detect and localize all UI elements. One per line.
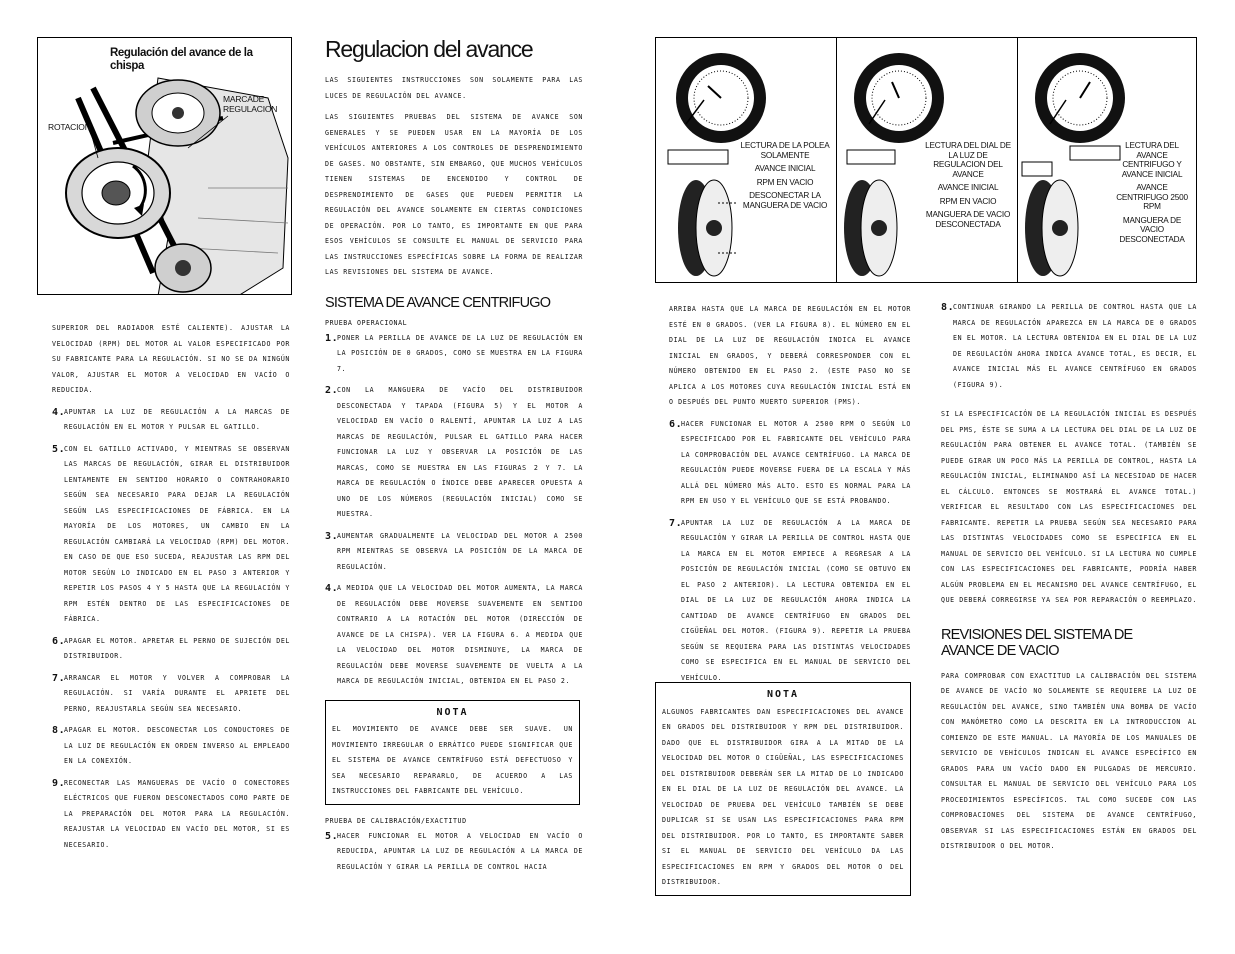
step-7 bbox=[669, 516, 911, 687]
column-2 bbox=[325, 36, 583, 881]
panel-1-caption bbox=[740, 141, 830, 214]
step-number: 3. bbox=[325, 530, 339, 542]
step-text: AUMENTAR GRADUALMENTE LA VELOCIDAD DEL MOTOR A 2500 RPM MIENTRAS SE OBSERVA LA POSICIÓN DE LA MARCA DE REGULACIÓN. bbox=[337, 531, 583, 571]
engine-pulley-illustration bbox=[38, 38, 292, 295]
panel-2-caption bbox=[923, 141, 1013, 233]
panel-3-caption bbox=[1111, 141, 1193, 248]
caption-line: RPM EN VACIO bbox=[756, 177, 814, 187]
caption-line: AVANCE CENTRIFUGO 2500 RPM bbox=[1116, 183, 1188, 211]
step-text: CONTINUAR GIRANDO LA PERILLA DE CONTROL HASTA QUE LA MARCA DE REGULACIÓN APAREZCA EN LA MARCA DE 0 GRADOS EN EL MOTOR. LA LECTURA OBTENIDA EN EL DIAL DE LA LUZ DE REGULACIÓN AHORA INDICA AVANCE TOTAL, ES DECIR, EL AVANCE INICIAL MÁS EL AVANCE CENTRÍFUGO EN GRADOS (FIGURA 9). bbox=[953, 303, 1197, 389]
column-1 bbox=[52, 321, 290, 859]
step-6 bbox=[52, 634, 290, 665]
caption-line: MANGUERA DE VACIO DESCONECTADA bbox=[925, 210, 1011, 229]
step-text: APAGAR EL MOTOR. DESCONECTAR LOS CONDUCTORES DE LA LUZ DE REGULACIÓN EN ORDEN INVERSO AL EMPLEADO EN LA CONEXIÓN. bbox=[64, 726, 290, 765]
nota-text: EL MOVIMIENTO DE AVANCE DEBE SER SUAVE. UN MOVIMIENTO IRREGULAR O ERRÁTICO PUEDE SIGNIFICAR QUE EL SISTEMA DE AVANCE CENTRÍFUGO ESTÁ DEFECTUOSO Y SEA NECESARIO REPARARLO, DE ACUERDO A LAS INSTRUCCIONES DEL FABRICANTE DEL VEHÍCULO. bbox=[332, 725, 573, 795]
step-text: HACER FUNCIONAR EL MOTOR A 2500 RPM O SEGÚN LO ESPECIFICADO POR EL FABRICANTE DEL VEHÍCULO PARA LA COMPROBACIÓN DEL AVANCE CENTRÍFUGO. LA MARCA DE REGULACIÓN PUEDE MOVERSE FUERA DE LA ESCALA Y MÁS ALLÁ DEL NÚMERO MÁS ALTO. ESTO ES NORMAL PARA LA RPM EN USO Y EL VEHÍCULO QUE SE ESTÁ PROBANDO. bbox=[681, 419, 911, 505]
subheading-prueba-operacional: PRUEBA OPERACIONAL bbox=[325, 318, 408, 327]
column-4 bbox=[941, 300, 1197, 861]
step-text: CON EL GATILLO ACTIVADO, Y MIENTRAS SE OBSERVAN LAS MARCAS DE REGULACIÓN, GIRAR EL DISTRIBUIDOR LENTAMENTE EN SENTIDO HORARIO O CONTRAHORARIO SEGÚN SEA NECESARIO PARA DEJAR LA REGULACIÓN SEGÚN LAS ESPECIFICACIONES DE FÁBRICA. EN LA MAYORÍA DE LOS MOTORES, UN CAMBIO EN LA REGULACIÓN CAMBIARÁ LA VELOCIDAD (RPM) DEL MOTOR. EN CASO DE QUE ESO SUCEDA, REAJUSTAR LAS RPM DEL MOTOR SEGÚN LO INDICADO EN EL PASO 3 ANTERIOR Y REPETIR LOS PASOS 4 Y 5 HASTA QUE LA REGULACIÓN Y RPM ESTÉN DENTRO DE LAS ESPECIFICACIONES DE FÁBRICA. bbox=[64, 444, 290, 623]
column-3 bbox=[669, 302, 911, 692]
step-4 bbox=[52, 405, 290, 436]
subheading-prueba-calibracion: PRUEBA DE CALIBRACIÓN/EXACTITUD bbox=[325, 816, 467, 825]
caption-line: LECTURA DEL DIAL DE LA LUZ DE REGULACION DEL AVANCE bbox=[925, 141, 1011, 179]
caption-line: LECTURA DEL AVANCE CENTRIFUGO Y AVANCE INICIAL bbox=[1121, 141, 1183, 179]
intro-paragraph-2: LAS SIGUIENTES PRUEBAS DEL SISTEMA DE AVANCE SON GENERALES Y SE PUEDEN USAR EN LA MAYORÍA DE LOS VEHÍCULOS ANTERIORES A LOS CONTROLES DE DESPRENDIMIENTO DE GASES. NO OBSTANTE, SIN EMBARGO, QUE MUCHOS VEHÍCULOS TIENEN SISTEMAS DE ENCENDIDO Y CONTROL DE DESPRENDIMIENTO DE GASES QUE PUEDEN PERMITIR LA REGULACIÓN DEL AVANCE SOLAMENTE EN CIERTAS CONDICIONES DE OPERACIÓN. POR LO TANTO, ES IMPORTANTE EN QUE PARA ESOS VEHÍCULOS SE CONSULTE EL MANUAL DE SERVICIO PARA LAS INSTRUCCIONES ESPECÍFICAS SOBRE LA FORMA DE REALIZAR LAS REVISIONES DEL SISTEMA DE AVANCE. bbox=[325, 113, 583, 276]
paragraph-vacuum: PARA COMPROBAR CON EXACTITUD LA CALIBRACIÓN DEL SISTEMA DE AVANCE DE VACÍO NO SOLAMENTE SE REQUIERE LA LUZ DE REGULACIÓN DEL AVANCE, SINO TAMBIÉN UNA BOMBA DE VACÍO CON MANÓMETRO COMO LA DESCRITA EN LA INTRODUCCION AL COMIENZO DE ESTE MANUAL. LA MAYORÍA DE LOS MANUALES DE SERVICIO DE VEHÍCULOS INDICAN EL AVANCE ESPECÍFICO EN GRADOS PARA UN VACÍO DADO EN PULGADAS DE MERCURIO. CONSULTAR EL MANUAL DE SERVICIO DEL VEHÍCULO PARA LOS PROCEDIMIENTOS ESPECÍFICOS. TAL COMO SUCEDE CON LAS COMPROBACIONES DEL SISTEMA DE AVANCE CENTRÍFUGO, OBSERVAR SI LAS ESPECIFICACIONES ESTÁN EN GRADOS DEL DISTRIBUIDOR O DEL MOTOR. bbox=[941, 671, 1197, 850]
step-number: 6. bbox=[52, 635, 66, 647]
page-title: Regulacion del avance bbox=[325, 36, 533, 62]
step-text: CON LA MANGUERA DE VACÍO DEL DISTRIBUIDOR DESCONECTADA Y TAPADA (FIGURA 5) Y EL MOTOR A VELOCIDAD EN VACÍO O RALENTÍ, APUNTAR LA LUZ A LAS MARCAS DE REGULACIÓN, PULSAR EL GATILLO PARA HACER FUNCIONAR LA LUZ Y OBSERVAR LA POSICIÓN DE LAS MARCAS, COMO SE MUESTRA EN LAS FIGURAS 2 Y 7. LA MARCA DE REGULACIÓN O ÍNDICE DEBE APARECER OPUESTA A UNO DE LOS NÚMEROS (REGULACIÓN INICIAL) COMO SE MUESTRA. bbox=[337, 386, 583, 518]
nota-box bbox=[655, 682, 911, 896]
step-text: ARRANCAR EL MOTOR Y VOLVER A COMPROBAR LA REGULACIÓN. SI VARÍA DURANTE EL APRIETE DEL PERNO, REAJUSTARLA SEGÚN SEA NECESARIO. bbox=[64, 673, 290, 713]
step-5 bbox=[325, 829, 583, 876]
step-number: 9. bbox=[52, 777, 66, 789]
step-6 bbox=[669, 417, 911, 510]
step-number: 7. bbox=[52, 672, 66, 684]
step-number: 4. bbox=[325, 583, 339, 594]
continued-paragraph: SUPERIOR DEL RADIADOR ESTÉ CALIENTE). AJUSTAR LA VELOCIDAD (RPM) DEL MOTOR AL VALOR ESPECIFICADO POR SU FABRICANTE PARA LA REGULACIÓN. SI NO SE DA NINGÚN VALOR, AJUSTAR EL MOTOR A VELOCIDAD EN VACÍO O REDUCIDA. bbox=[52, 324, 290, 394]
step-5 bbox=[52, 442, 290, 628]
step-9 bbox=[52, 776, 290, 854]
paragraph-total-advance: SI LA ESPECIFICACIÓN DE LA REGULACIÓN INICIAL ES DESPUÉS DEL PMS, ÉSTE SE SUMA A LA LECTURA DEL DIAL DE LA LUZ DE REGULACIÓN PARA OBTENER EL AVANCE TOTAL. (TAMBIÉN SE PUEDE GIRAR UN POCO MÁS LA PERILLA DE CONTROL, HASTA LA REGULACIÓN INICIAL, ELIMINANDO ASÍ LA NECESIDAD DE HACER EL CÁLCULO. ENTONCES SE MOSTRARÁ EL AVANCE TOTAL.) VERIFICAR EL RESULTADO CON LAS ESPECIFICACIONES DEL FABRICANTE. REPETIR LA PRUEBA SEGÚN SEA NECESARIO PARA LAS DISTINTAS VELOCIDADES COMO SE ESPECIFICA EN EL MANUAL DE SERVICIO DEL VEHÍCULO. SI LA LECTURA NO CUMPLE CON LAS ESPECIFICACIONES DEL FABRICANTE, PODRÍA HABER ALGÚN PROBLEMA EN EL MECANISMO DEL AVANCE CENTRÍFUGO, EL QUE DEBERÁ CORREGIRSE YA SEA POR REPARACIÓN O REEMPLAZO. bbox=[941, 410, 1197, 604]
caption-line: AVANCE INICIAL bbox=[937, 183, 999, 192]
caption-line: DESCONECTAR LA MANGUERA DE VACIO bbox=[742, 191, 828, 210]
spark-advance-figure bbox=[37, 37, 292, 295]
nota-text: ALGUNOS FABRICANTES DAN ESPECIFICACIONES DEL AVANCE EN GRADOS DEL DISTRIBUIDOR Y RPM DEL DISTRIBUIDOR. DADO QUE EL DISTRIBUIDOR GIRA A LA MITAD DE LA VELOCIDAD DEL MOTOR O CIGÜEÑAL, LAS ESPECIFICACIONES DEL DISTRIBUIDOR DEBERÁN SER LA MITAD DE LO INDICADO EN EL DIAL DE LA LUZ DE REGULACIÓN DEL AVANCE. LA VELOCIDAD DE PRUEBA DEL VEHÍCULO TAMBIÉN SE DEBE DUPLICAR SI SE USAN LAS ESPECIFICACIONES PARA RPM DEL DISTRIBUIDOR. POR LO TANTO, ES IMPORTANTE SABER SI EL MANUAL DE SERVICIO DEL VEHÍCULO DA LAS ESPECIFICACIONES EN RPM Y GRADOS DEL MOTOR O DEL DISTRIBUIDOR. bbox=[662, 707, 904, 886]
step-text: APUNTAR LA LUZ DE REGULACIÓN A LA MARCAS DE REGULACIÓN EN EL MOTOR Y PULSAR EL GATILLO. bbox=[64, 407, 290, 431]
step-8 bbox=[941, 300, 1197, 393]
timing-light-figure bbox=[655, 37, 1197, 283]
figure-title: Regulación del avance de la chispa bbox=[110, 47, 253, 72]
nota-title: NOTA bbox=[436, 706, 469, 718]
continued-paragraph: ARRIBA HASTA QUE LA MARCA DE REGULACIÓN EN EL MOTOR ESTÉ EN 0 GRADOS. (VER LA FIGURA 8). EL NÚMERO EN EL DIAL DE LA LUZ DE REGULACIÓN INDICA EL AVANCE INICIAL EN GRADOS, Y DEBERÁ CORRESPONDER CON EL NÚMERO OBTENIDO EN EL PASO 2. (ESTE PASO NO SE APLICA A LOS MOTORES CUYA REGULACIÓN INICIAL ESTÁ EN O DESPUÉS DEL PUNTO MUERTO SUPERIOR (PMS). bbox=[669, 305, 911, 406]
step-text: APUNTAR LA LUZ DE REGULACIÓN A LA MARCA DE REGULACIÓN Y GIRAR LA PERILLA DE CONTROL HASTA QUE LA MARCA EN EL MOTOR EMPIECE A REGRESAR A LA POSICIÓN DE REGULACIÓN INICIAL (COMO SE OBTUVO EN EL PASO 2 ANTERIOR). LA LECTURA OBTENIDA EN EL DIAL DE LA LUZ DE REGULACIÓN AHORA INDICA LA CANTIDAD DE AVANCE CENTRÍFUGO EN GRADOS DEL CIGÜEÑAL DEL MOTOR. (FIGURA 9). REPETIR LA PRUEBA SEGÚN SE REQUIERA PARA LAS DISTINTAS VELOCIDADES COMO SE ESPECIFICA EN EL MANUAL DE SERVICIO DEL VEHÍCULO. bbox=[681, 518, 911, 682]
label-rotacion: ROTACION bbox=[48, 122, 91, 132]
nota-title: NOTA bbox=[766, 689, 800, 700]
step-4 bbox=[325, 581, 583, 690]
step-text: A MEDIDA QUE LA VELOCIDAD DEL MOTOR AUMENTA, LA MARCA DE REGULACIÓN DEBE MOVERSE SUAVEMENTE EN SENTIDO CONTRARIO A LA ROTACIÓN DEL MOTOR (DIRECCIÓN DE AVANCE DE LA CHISPA). VER LA FIGURA 6. A MEDIDA QUE LA VELOCIDAD DEL MOTOR DISMINUYE, LA MARCA DE REGULACIÓN DEBE MOVERSE SUAVEMENTE DE VUELTA A LA MARCA DE REGULACIÓN INICIAL, OBTENIDA EN EL PASO 2. bbox=[337, 584, 583, 685]
step-text: HACER FUNCIONAR EL MOTOR A VELOCIDAD EN VACÍO O REDUCIDA, APUNTAR LA LUZ DE REGULACIÓN A LA MARCA DE REGULACIÓN Y GIRAR LA PERILLA DE CONTROL HACIA bbox=[337, 831, 583, 871]
step-8 bbox=[52, 723, 290, 770]
nota-box bbox=[325, 700, 580, 805]
step-text: RECONECTAR LAS MANGUERAS DE VACÍO O CONECTORES ELÉCTRICOS QUE FUERON DESCONECTADOS COMO PARTE DE LA PREPARACIÓN DEL MOTOR PARA LA REGULACIÓN. REAJUSTAR LA VELOCIDAD EN VACÍO DEL MOTOR, SI ES NECESARIO. bbox=[64, 778, 290, 849]
step-2 bbox=[325, 383, 583, 523]
section-title-vacio: REVISIONES DEL SISTEMA DE AVANCE DE VACIO bbox=[941, 626, 1133, 659]
step-number: 8. bbox=[941, 302, 955, 313]
step-number: 6. bbox=[669, 418, 683, 430]
step-number: 2. bbox=[325, 385, 339, 396]
step-number: 8. bbox=[52, 725, 66, 736]
step-number: 1. bbox=[325, 332, 339, 344]
step-number: 5. bbox=[325, 830, 339, 842]
step-text: APAGAR EL MOTOR. APRETAR EL PERNO DE SUJECIÓN DEL DISTRIBUIDOR. bbox=[64, 636, 290, 660]
step-3 bbox=[325, 529, 583, 576]
caption-line: AVANCE INICIAL bbox=[754, 164, 816, 173]
step-text: PONER LA PERILLA DE AVANCE DE LA LUZ DE REGULACIÓN EN LA POSICIÓN DE 0 GRADOS, COMO SE MUESTRA EN LA FIGURA 7. bbox=[337, 333, 583, 373]
step-7 bbox=[52, 671, 290, 718]
intro-paragraph-1: LAS SIGUIENTES INSTRUCCIONES SON SOLAMENTE PARA LAS LUCES DE REGULACIÓN DEL AVANCE. bbox=[325, 76, 583, 100]
step-number: 5. bbox=[52, 443, 66, 455]
caption-line: LECTURA DE LA POLEA SOLAMENTE bbox=[740, 141, 830, 160]
section-title-centrifugo: SISTEMA DE AVANCE CENTRIFUGO bbox=[325, 294, 551, 311]
step-number: 7. bbox=[669, 517, 683, 529]
step-1 bbox=[325, 331, 583, 378]
label-marcade-regulacion: MARCADE REGULACION bbox=[223, 94, 278, 114]
step-number: 4. bbox=[52, 406, 66, 418]
caption-line: MANGUERA DE VACIO DESCONECTADA bbox=[1119, 215, 1185, 244]
caption-line: RPM EN VACIO bbox=[939, 196, 997, 206]
